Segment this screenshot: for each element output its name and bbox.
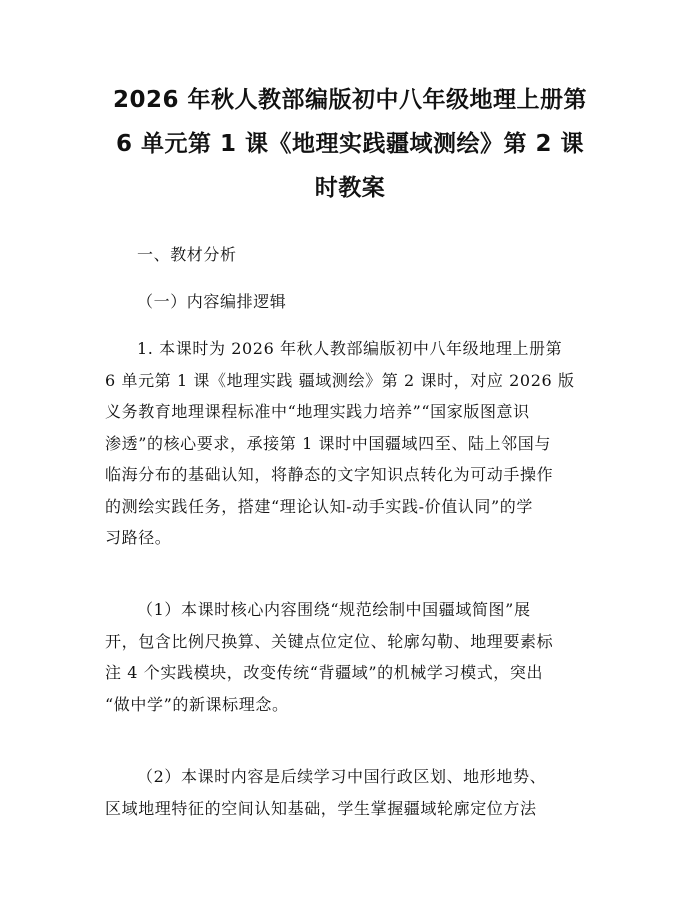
paragraph-3 bbox=[105, 761, 595, 824]
paragraph-2 bbox=[105, 594, 595, 720]
paragraph-line: 开，包含比例尺换算、关键点位定位、轮廓勾勒、地理要素标 bbox=[105, 631, 554, 651]
paragraph-line: 渗透”的核心要求，承接第 1 课时中国疆域四至、陆上邻国与 bbox=[105, 433, 551, 453]
title-line: 6 单元第 1 课《地理实践疆域测绘》第 2 课 bbox=[115, 131, 585, 157]
paragraph-line: 义务教育地理课程标准中“地理实践力培养”“国家版图意识 bbox=[105, 402, 530, 421]
subsection-heading: （一）内容编排逻辑 bbox=[137, 292, 287, 311]
title-line: 2026 年秋人教部编版初中八年级地理上册第 bbox=[112, 87, 588, 113]
paragraph-line: 1. 本课时为 2026 年秋人教部编版初中八年级地理上册第 bbox=[137, 339, 563, 358]
paragraph-line: 区域地理特征的空间认知基础，学生掌握疆域轮廓定位方法 bbox=[105, 798, 537, 818]
section-heading-block bbox=[105, 239, 595, 271]
section-heading: 一、教材分析 bbox=[137, 245, 237, 264]
document-title bbox=[98, 78, 602, 210]
paragraph-line: （2）本课时内容是后续学习中国行政区划、地形地势、 bbox=[137, 767, 547, 786]
paragraph-line: 临海分布的基础认知，将静态的文字知识点转化为可动手操作 bbox=[105, 465, 554, 484]
paragraph-line: 的测绘实践任务，搭建“理论认知-动手实践-价值认同”的学 bbox=[105, 496, 533, 516]
paragraph-line: 注 4 个实践模块，改变传统“背疆域”的机械学习模式，突出 bbox=[105, 663, 544, 682]
title-line: 时教案 bbox=[314, 175, 386, 201]
paragraph-line: 6 单元第 1 课《地理实践 疆域测绘》第 2 课时，对应 2026 版 bbox=[105, 370, 575, 390]
paragraph-line: 习路径。 bbox=[105, 528, 172, 547]
subsection-heading-block bbox=[105, 286, 595, 318]
paragraph-line: “做中学”的新课标理念。 bbox=[105, 694, 289, 714]
paragraph-1 bbox=[105, 333, 595, 554]
paragraph-line: （1）本课时核心内容围绕“规范绘制中国疆域简图”展 bbox=[137, 600, 531, 619]
